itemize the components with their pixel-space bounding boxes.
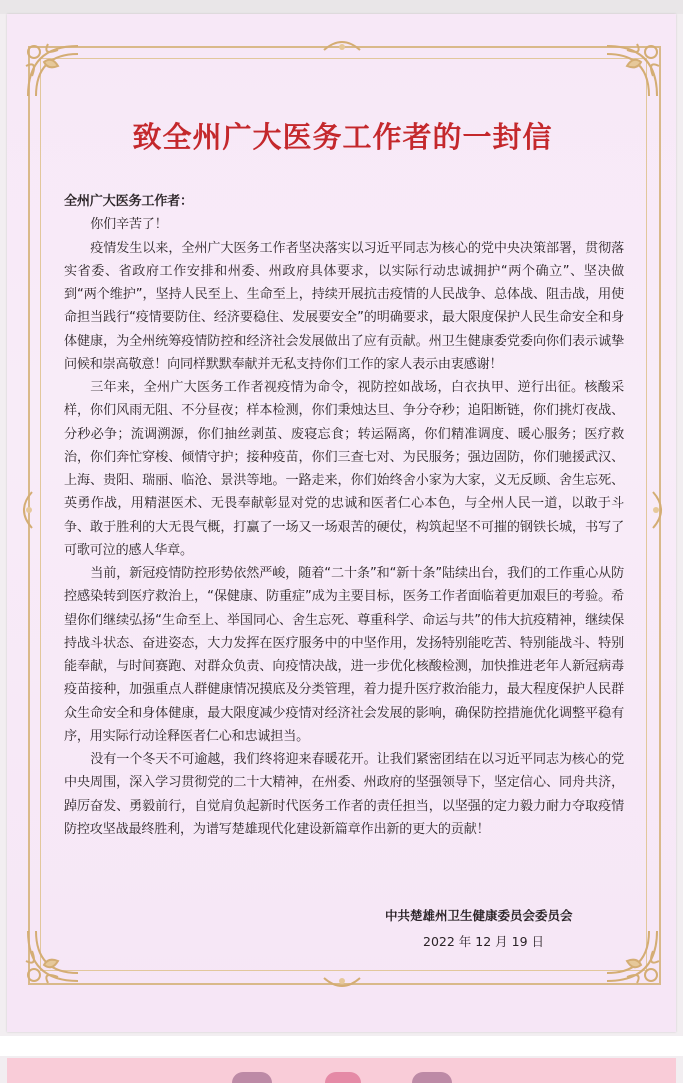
- ornament-corner-icon: [18, 36, 88, 106]
- letter-body: [64, 190, 624, 841]
- paragraph: 疫情发生以来，全州广大医务工作者坚决落实以习近平同志为核心的党中央决策部署，贯彻落实省委、省政府工作安排和州委、州政府具体要求，以实际行动忠诚拥护“两个确立”、坚决做到“两个维护”，坚持人民至上、生命至上，持续开展抗击疫情的人民战争、总体战、阻击战，用使命担当践行“疫情要防住、经济要稳住、发展要安全”的明确要求，最大限度保护人民生命安全和身体健康，为全州统筹疫情防控和经济社会发展做出了应有贡献。州卫生健康委党委向你们表示诚挚问候和崇高敬意！向同样默默奉献并无私支持你们工作的家人表示由衷感谢！: [64, 240, 624, 372]
- ornament-left-icon: [20, 490, 36, 530]
- greeting: 你们辛苦了！: [90, 217, 168, 233]
- ornament-corner-icon: [18, 921, 88, 991]
- date: 2022 年 12 月 19 日: [423, 934, 544, 949]
- paragraph: 没有一个冬天不可逾越，我们终将迎来春暖花开。让我们紧密团结在以习近平同志为核心的党中央周围，深入学习贯彻党的二十大精神，在州委、州政府的坚强领导下，坚定信心、同舟共济，踔厉奋发、勇毅前行，自觉肩负起新时代医务工作者的责任担当，以坚强的定力毅力耐力夺取疫情防控攻坚战最终胜利，为谱写楚雄现代化建设新篇章作出新的更大的贡献！: [64, 752, 624, 837]
- paragraph: 三年来，全州广大医务工作者视疫情为命令，视防控如战场，白衣执甲、逆行出征。核酸采样，你们风雨无阻、不分昼夜；样本检测，你们秉烛达旦、争分夺秒；追阳断链，你们挑灯夜战、分秒必争；流调溯源，你们抽丝剥茧、废寝忘食；转运隔离，你们精准调度、暖心服务；医疗救治，你们奔忙穿梭、倾情守护；接种疫苗，你们三查七对、为民服务；强边固防，你们驰援武汉、上海、贵阳、瑞丽、临沧、景洪等地。一路走来，你们始终舍小家为大家，义无反顾、舍生忘死、英勇作战，用精湛医术、无畏奉献彰显对党的忠诚和医者仁心本色，与全州人民一道，以敢于斗争、敢于胜利的大无畏气概，打赢了一场又一场艰苦的硬仗，构筑起坚不可摧的钢铁长城，书写了可歌可泣的感人华章。: [64, 380, 624, 558]
- paragraph: 当前，新冠疫情防控形势依然严峻，随着“二十条”和“新十条”陆续出台，我们的工作重心从防控感染转到医疗救治上，“保健康、防重症”成为主要目标，医务工作者面临着更加艰巨的考验。希望你们继续弘扬“生命至上、举国同心、舍生忘死、尊重科学、命运与共”的伟大抗疫精神，继续保持战斗状态、奋进姿态，大力发挥在医疗服务中的中坚作用，发扬特别能吃苦、特别能战斗、特别能奉献，与时间赛跑、对群众负责、向疫情决战，进一步优化核酸检测，加快推进老年人新冠病毒疫苗接种，加强重点人群健康情况摸底及分类管理，着力提升医疗救治能力，最大程度保护人民群众生命安全和身体健康，最大限度减少疫情对经济社会发展的影响，确保防控措施优化调整平稳有序，用实际行动诠释医者仁心和忠诚担当。: [64, 566, 624, 744]
- ornament-right-icon: [649, 490, 665, 530]
- ornament-top-icon: [322, 38, 362, 54]
- salutation: 全州广大医务工作者：: [64, 194, 193, 209]
- separator: [0, 1036, 683, 1056]
- letter-title: 致全州广大医务工作者的一封信: [132, 120, 553, 154]
- top-strip: [0, 0, 683, 14]
- decorative-shape: [412, 1072, 452, 1083]
- decorative-shape: [325, 1072, 361, 1083]
- signature-block: [385, 903, 635, 955]
- ornament-corner-icon: [597, 36, 667, 106]
- ornament-bottom-icon: [322, 974, 362, 990]
- decorative-shape: [232, 1072, 272, 1083]
- next-card-preview[interactable]: [7, 1058, 676, 1083]
- signature: 中共楚雄州卫生健康委员会委员会: [385, 908, 573, 923]
